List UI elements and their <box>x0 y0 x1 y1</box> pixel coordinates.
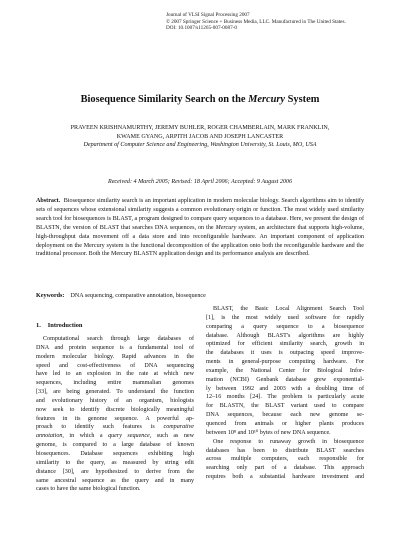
text-run: DNA sequences, because each new genome se- <box>206 412 364 419</box>
text-line <box>206 367 364 376</box>
text-line <box>36 370 194 379</box>
text-run: searching only part of a database. This approach <box>206 465 364 472</box>
text-line <box>206 305 364 314</box>
emphasis: comparative <box>163 424 194 431</box>
text-line <box>36 450 194 459</box>
text-run: BLAST, the Basic Local Alignment Search Tool <box>213 306 364 312</box>
text-line <box>36 423 194 432</box>
copyright-line: © 2007 Springer Science + Business Media, LLC. Manufactured in The United States. <box>166 18 346 25</box>
journal-info <box>166 12 376 32</box>
text-line <box>206 420 364 429</box>
text-line <box>206 438 364 447</box>
text-line <box>206 358 364 367</box>
text-line <box>36 379 194 388</box>
text-run: 12–16 months [24]. The problem is particularly acute <box>206 394 364 401</box>
keywords-text: DNA sequencing, comparative annotation, biosequence <box>70 293 206 299</box>
text-line <box>206 455 364 464</box>
section-heading <box>36 322 82 329</box>
text-run: quenced from animals or higher plants produces <box>206 420 364 427</box>
title-suffix: System <box>285 94 320 105</box>
text-line <box>36 485 194 494</box>
emphasis: annotation <box>36 433 63 440</box>
text-run: sequences, including entire mammalian genomes <box>36 380 194 387</box>
text-run: similarity to the query, as measured by string edit <box>36 459 194 466</box>
text-run: for BLASTN, the BLAST variant used to compare <box>206 403 364 410</box>
abstract <box>36 197 364 259</box>
text-line <box>206 340 364 349</box>
text-run: features in its genome sequence. A powerful ap- <box>36 415 194 422</box>
title-emph: Mercury <box>248 94 286 105</box>
text-line <box>206 349 364 358</box>
keywords <box>36 293 206 299</box>
text-line <box>206 464 364 473</box>
text-line <box>206 314 364 323</box>
abstract-text-1: Biosequence similarity search is an important application in modern molecular biology. Search algorithms aim to identify sets of sequences whose extensional similarity suggests a common evolutionary origin or function. The most widely used similarity search tool for biosequences is BLAST, a program designed to compare query sequences to a database. Here, we present the design of BLASTN, the version of BLAST that searches DNA sequences, on the <box>36 198 365 231</box>
abstract-label: Abstract. <box>36 198 61 204</box>
section-title: Introduction <box>47 322 83 329</box>
text-line <box>36 388 194 397</box>
text-line <box>36 468 194 477</box>
text-run: cases to have the same biological function. <box>36 486 141 493</box>
text-run: Computational search through large databases of <box>43 336 194 342</box>
text-run: across multiple computers, each responsible for <box>206 456 364 463</box>
text-run: [1], is the most widely used software for rapidly <box>206 314 364 321</box>
doi-line: DOI: 10.1007/s11265-007-0087-0 <box>166 25 237 32</box>
text-run: , such as new <box>149 433 194 440</box>
text-line <box>206 402 364 411</box>
text-line <box>206 447 364 456</box>
right-column <box>206 305 364 482</box>
text-run: speed and cost-effectiveness of DNA sequencing <box>36 362 194 369</box>
title-prefix: Biosequence Similarity Search on the <box>80 94 249 105</box>
text-line <box>36 344 194 353</box>
text-line <box>36 353 194 362</box>
text-run: DNA and protein sequence is a fundamental tool of <box>36 344 194 351</box>
text-run: now seek to identify discrete biologically meaningful <box>36 406 194 413</box>
left-column <box>36 335 194 494</box>
text-run: have led to an explosion in the rate at which new <box>36 371 194 378</box>
abstract-text-2: system, an architecture that supports high-volume, high-throughput data movement off a data store and into reconfigurable hardware. An important component of application deployment on the Mercury system is the functional decomposition of the application onto both the reconfigurable hardware and the traditional processor. Both the Mercury BLASTN application design and its performance analysis are described. <box>36 224 364 258</box>
text-line <box>206 332 364 341</box>
text-run: modern molecular biology. Rapid advances in the <box>36 353 194 360</box>
affiliation: Department of Computer Science and Engineering, Washington University, St. Louis, MO, USA <box>83 142 317 148</box>
text-run: , in which a <box>62 433 109 440</box>
abstract-emph: Mercury <box>215 224 237 231</box>
text-run: between 10⁸ and 10¹⁰ bytes of new DNA sequence. <box>206 429 331 436</box>
text-line <box>206 473 364 482</box>
text-line <box>36 406 194 415</box>
text-line <box>36 397 194 406</box>
received-dates: Received: 4 March 2005; Revised: 18 April 2006; Accepted: 9 August 2006 <box>107 179 293 185</box>
text-run: requires both a substantial hardware investment and <box>206 474 364 481</box>
text-run: proach to identify such features is <box>36 424 164 431</box>
keywords-label: Keywords: <box>36 293 65 299</box>
section-number: 1. <box>36 322 41 329</box>
text-run: genome, is compared to a large database of known <box>36 442 194 449</box>
paper-title <box>0 94 400 105</box>
text-run: [33], are being generated. To understand the function <box>36 389 194 396</box>
text-line <box>36 415 194 424</box>
text-run: comparing a query sequence to a biosequence <box>206 323 364 330</box>
authors-line-2: KWAME GYANG, ARPITH JACOB AND JOSEPH LANCASTER <box>116 133 284 140</box>
text-line <box>36 335 194 344</box>
text-line <box>36 459 194 468</box>
text-run: ments in general-purpose computing hardware. For <box>206 359 364 366</box>
text-line <box>206 385 364 394</box>
author-list <box>0 124 400 142</box>
text-run: optimized for efficient similarity search, growth in <box>206 341 364 348</box>
text-line <box>206 323 364 332</box>
text-line <box>206 376 364 385</box>
text-line <box>36 432 194 441</box>
text-run: database. Although BLAST's algorithms are highly <box>206 332 364 339</box>
text-run: same ancestral sequence as the query and in many <box>36 477 194 484</box>
text-line <box>206 393 364 402</box>
text-line <box>36 441 194 450</box>
emphasis: query sequence <box>108 433 150 440</box>
text-line <box>206 429 364 438</box>
text-line <box>36 477 194 486</box>
text-run: ly between 1992 and 2003 with a doubling time of <box>206 385 364 392</box>
text-run: the databases it uses is outpacing speed improve- <box>206 350 364 357</box>
authors-line-1: PRAVEEN KRISHNAMURTHY, JEREMY BUHLER, ROGER CHAMBERLAIN, MARK FRANKLIN, <box>70 125 330 131</box>
text-run: and evolutionary history of an organism, biologists <box>36 397 194 404</box>
text-run: distance [30], are hypothesized to derive from the <box>36 468 194 475</box>
journal-line: Journal of VLSI Signal Processing 2007 <box>166 12 250 18</box>
text-line <box>206 411 364 420</box>
text-run: biosequences. Database sequences exhibiting high <box>36 450 194 457</box>
text-run: mation (NCBI) Genbank database grew exponential- <box>206 376 364 383</box>
text-run: databases has been to distribute BLAST searches <box>206 447 364 454</box>
text-run: One response to runaway growth in biosequence <box>213 438 364 445</box>
text-line <box>36 362 194 371</box>
text-run: example, the National Center for Biological Infor- <box>206 367 364 374</box>
